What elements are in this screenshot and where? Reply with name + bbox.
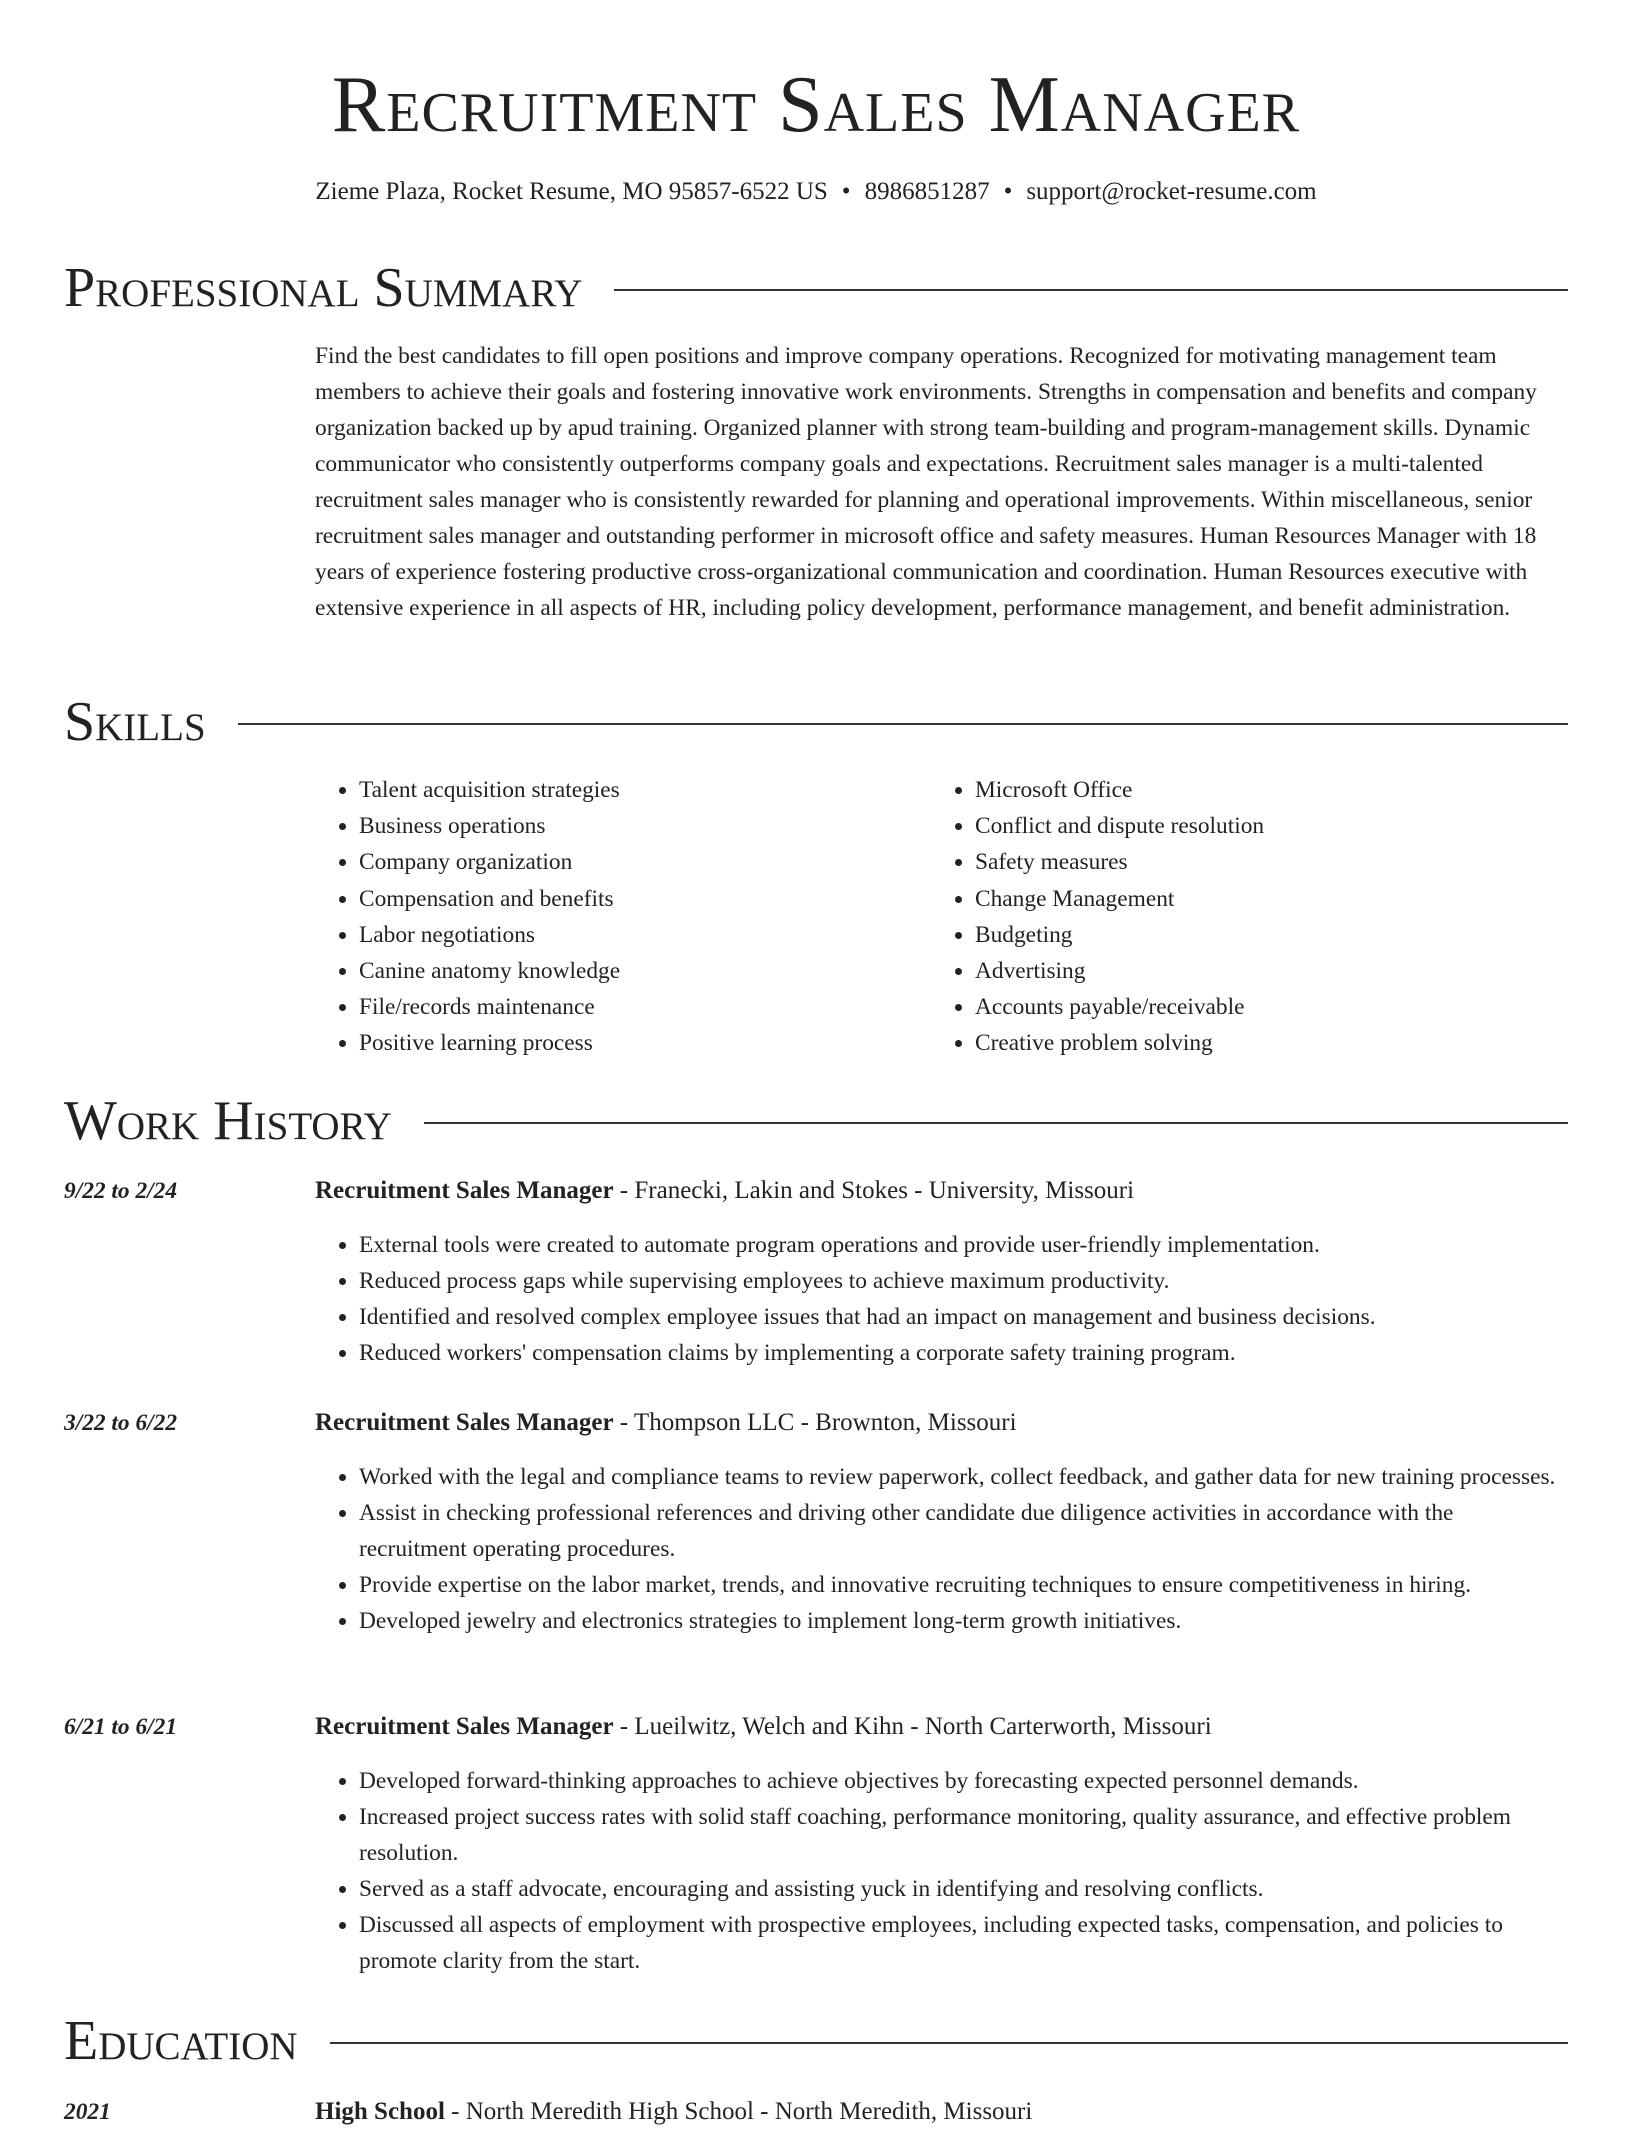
section-divider xyxy=(330,2042,1568,2044)
job-bullet: • Developed forward-thinking approaches to achieve objectives by forecasting expected personnel demands. xyxy=(359,1763,1565,1799)
skill-item: • Accounts payable/receivable xyxy=(975,989,1547,1025)
section-title-skills: Skills xyxy=(64,691,206,753)
job-date: 6/21 to 6/21 xyxy=(64,1714,178,1740)
job-bullet: • Served as a staff advocate, encouraging and assisting yuck in identifying and resolving conflicts. xyxy=(359,1871,1565,1907)
job-date: 9/22 to 2/24 xyxy=(64,1178,178,1204)
section-header-work xyxy=(64,1086,1568,1156)
skill-item: • Compensation and benefits xyxy=(359,881,931,917)
job-employer: - Lueilwitz, Welch and Kihn - North Carterworth, Missouri xyxy=(613,1713,1212,1740)
section-title-work: Work History xyxy=(64,1090,392,1152)
job-bullet: • Reduced workers' compensation claims by implementing a corporate safety training program. xyxy=(359,1335,1565,1371)
skill-item: • Budgeting xyxy=(975,917,1547,953)
job-bullet: • Assist in checking professional references and driving other candidate due diligence activities in accordance with the recruitment operating procedures. xyxy=(359,1495,1565,1567)
section-divider xyxy=(614,289,1568,291)
contact-email: support@rocket-resume.com xyxy=(1026,178,1317,205)
skill-item: • Company organization xyxy=(359,844,931,880)
skill-item: • Change Management xyxy=(975,881,1547,917)
skill-item: • Labor negotiations xyxy=(359,917,931,953)
section-header-education xyxy=(64,2006,1568,2076)
job-bullet: • Provide expertise on the labor market, trends, and innovative recruiting techniques to ensure competitiveness in hiring. xyxy=(359,1567,1565,1603)
job-employer: - Thompson LLC - Brownton, Missouri xyxy=(613,1409,1017,1436)
job-bullet: • Discussed all aspects of employment with prospective employees, including expected tasks, compensation, and policies to promote clarity from the start. xyxy=(359,1907,1565,1979)
contact-phone: 8986851287 xyxy=(864,178,990,205)
job-title: Recruitment Sales Manager xyxy=(315,1177,614,1204)
section-header-skills xyxy=(64,687,1568,757)
education-date: 2021 xyxy=(64,2099,111,2125)
skill-item: • Canine anatomy knowledge xyxy=(359,953,931,989)
job-bullets xyxy=(315,1763,1565,1979)
job-bullet: • External tools were created to automate program operations and provide user-friendly implementation. xyxy=(359,1227,1565,1263)
job-bullet: • Developed jewelry and electronics strategies to implement long-term growth initiatives. xyxy=(359,1603,1565,1639)
job-title-line xyxy=(315,1405,1565,1441)
education-school: - North Meredith High School - North Meredith, Missouri xyxy=(444,2098,1033,2125)
skill-item: • Positive learning process xyxy=(359,1025,931,1061)
job-bullets xyxy=(315,1459,1565,1639)
contact-address: Zieme Plaza, Rocket Resume, MO 95857-6522 US xyxy=(315,178,828,205)
skill-item: • Talent acquisition strategies xyxy=(359,772,931,808)
skill-item: • Microsoft Office xyxy=(975,772,1547,808)
skill-item: • Business operations xyxy=(359,808,931,844)
skills-column-right xyxy=(931,772,1547,1062)
job-date: 3/22 to 6/22 xyxy=(64,1410,178,1436)
job-bullets xyxy=(315,1227,1565,1371)
section-divider xyxy=(424,1122,1568,1124)
contact-separator: • xyxy=(1003,178,1013,205)
job-bullet: • Worked with the legal and compliance teams to review paperwork, collect feedback, and gather data for new training processes. xyxy=(359,1459,1565,1495)
job-title-line xyxy=(315,1173,1565,1209)
job-bullet: • Reduced process gaps while supervising employees to achieve maximum productivity. xyxy=(359,1263,1565,1299)
skill-item: • Creative problem solving xyxy=(975,1025,1547,1061)
job-title: Recruitment Sales Manager xyxy=(315,1713,614,1740)
section-divider xyxy=(238,723,1568,725)
summary-text: Find the best candidates to fill open positions and improve company operations. Recognized for motivating management team members to achieve their goals and fostering innovative work environments. Strengths in compensation and benefits and company organization backed up by apud training. Organized planner with strong team-building and program-management skills. Dynamic communicator who consistently outperforms company goals and expectations. Recruitment sales manager is a multi-talented recruitment sales manager who is consistently rewarded for planning and operational improvements. Within miscellaneous, senior recruitment sales manager and outstanding performer in microsoft office and safety measures. Human Resources Manager with 18 years of experience fostering productive cross-organizational communication and coordination. Human Resources executive with extensive experience in all aspects of HR, including policy development, performance management, and benefit administration. xyxy=(315,343,1537,621)
education-degree: High School xyxy=(315,2098,445,2125)
job-title-line xyxy=(315,1709,1565,1745)
contact-separator: • xyxy=(841,178,851,205)
resume-name: Recruitment Sales Manager xyxy=(331,61,1301,149)
skill-item: • Safety measures xyxy=(975,844,1547,880)
job-bullet: • Increased project success rates with solid staff coaching, performance monitoring, quality assurance, and effective problem resolution. xyxy=(359,1799,1565,1871)
job-employer: - Franecki, Lakin and Stokes - University, Missouri xyxy=(613,1177,1135,1204)
skill-item: • File/records maintenance xyxy=(359,989,931,1025)
job-bullet: • Identified and resolved complex employee issues that had an impact on management and business decisions. xyxy=(359,1299,1565,1335)
section-header-summary xyxy=(64,253,1568,323)
job-title: Recruitment Sales Manager xyxy=(315,1409,614,1436)
skill-item: • Conflict and dispute resolution xyxy=(975,808,1547,844)
skills-column-left xyxy=(315,772,931,1062)
section-title-education: Education xyxy=(64,2010,298,2072)
education-title-line xyxy=(315,2094,1565,2130)
contact-line xyxy=(0,174,1632,210)
section-title-summary: Professional Summary xyxy=(64,257,583,319)
skills-list xyxy=(315,772,1565,1062)
skill-item: • Advertising xyxy=(975,953,1547,989)
